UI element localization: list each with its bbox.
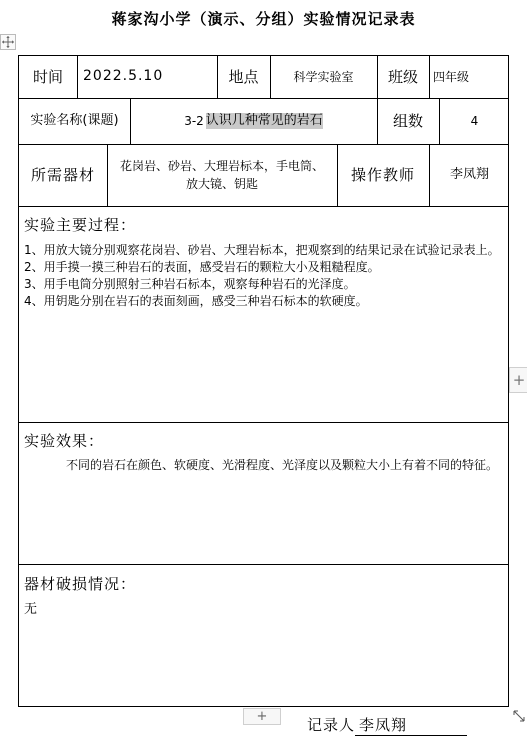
class-value: 四年级 — [433, 69, 470, 84]
recorder-label: 记录人 — [307, 716, 356, 734]
experiment-name-prefix: 3-2 — [184, 113, 204, 128]
class-label: 班级 — [387, 67, 418, 86]
materials-value — [107, 144, 337, 206]
materials-line-1: 花岗岩、砂岩、大理岩标本，手电筒、 — [119, 159, 324, 173]
recorder — [307, 714, 467, 736]
teacher-label: 操作教师 — [350, 165, 415, 184]
process-step: 3、用手电筒分别照射三种岩石标本，观察每种岩石的光泽度。 — [24, 277, 356, 291]
damage-body — [24, 601, 502, 618]
table-move-handle-icon[interactable] — [0, 34, 16, 50]
damage-text: 无 — [24, 602, 38, 617]
groups-label: 组数 — [392, 111, 423, 130]
experiment-name-text: 认识几种常见的岩石 — [205, 112, 323, 128]
document-title: 蒋家沟小学（演示、分组）实验情况记录表 — [111, 10, 416, 28]
process-step: 1、用放大镜分别观察花岗岩、砂岩、大理岩标本，把观察到的结果记录在试验记录表上。 — [24, 243, 500, 257]
groups-value: 4 — [470, 113, 479, 128]
materials-line-2: 放大镜、钥匙 — [185, 177, 258, 191]
recorder-name: 李凤翔 — [355, 714, 467, 736]
process-steps — [24, 242, 502, 310]
teacher-value: 李凤翔 — [449, 166, 489, 182]
effect-text: 不同的岩石在颜色、软硬度、光滑程度、光泽度以及颗粒大小上有着不同的特征。 — [66, 458, 499, 472]
experiment-name-label: 实验名称(课题) — [30, 112, 119, 128]
effect-title: 实验效果： — [24, 432, 105, 450]
add-column-button[interactable]: + — [509, 367, 527, 393]
damage-title: 器材破损情况： — [24, 575, 137, 593]
place-label: 地点 — [228, 67, 259, 86]
process-step: 4、用钥匙分别在岩石的表面刻画，感受三种岩石标本的软硬度。 — [24, 294, 368, 308]
process-title: 实验主要过程： — [24, 216, 137, 234]
add-row-button[interactable]: + — [243, 708, 281, 725]
process-step: 2、用手摸一摸三种岩石的表面，感受岩石的颗粒大小及粗糙程度。 — [24, 260, 380, 274]
experiment-name-value — [130, 98, 377, 144]
time-value: 2022.5.10 — [83, 68, 164, 85]
record-table — [18, 55, 509, 707]
materials-label: 所需器材 — [30, 165, 95, 184]
time-label: 时间 — [32, 67, 63, 86]
place-value: 科学实验室 — [293, 69, 354, 84]
effect-body — [24, 457, 502, 474]
table-resize-handle-icon[interactable] — [511, 708, 527, 724]
